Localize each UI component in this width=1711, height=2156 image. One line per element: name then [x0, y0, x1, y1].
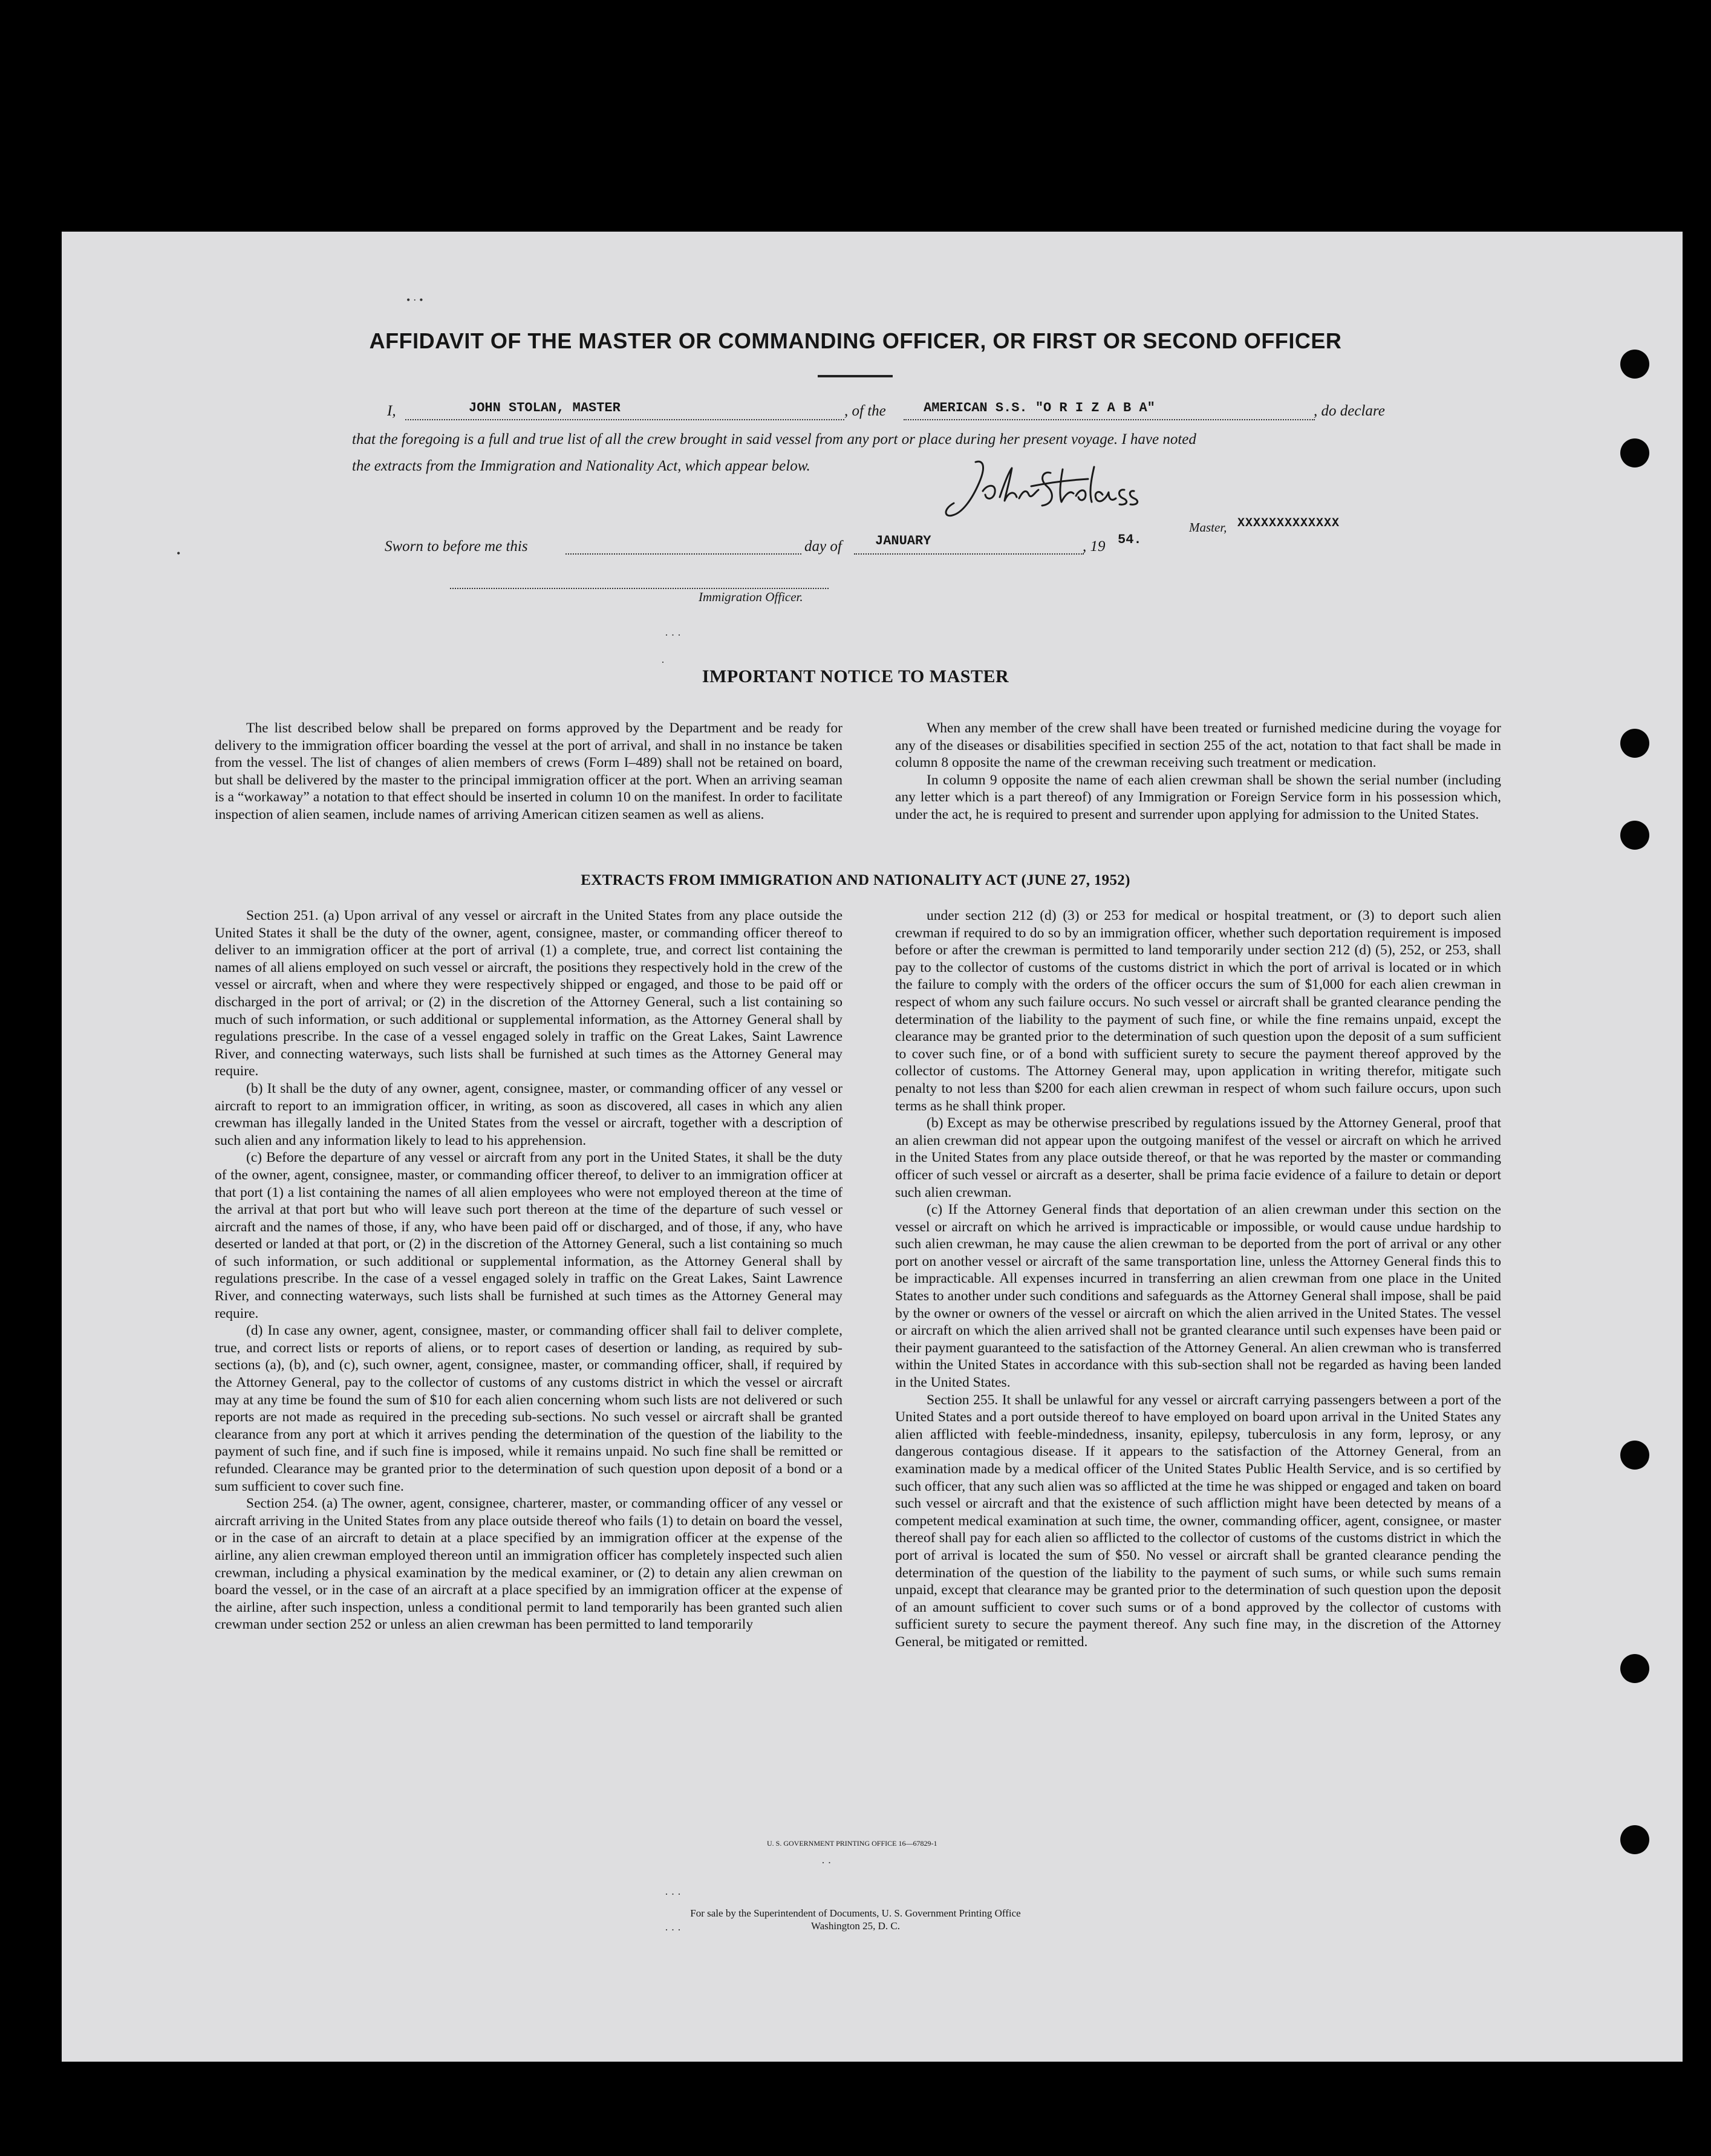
- month-field-line: [854, 553, 1084, 555]
- immigration-officer-label: Immigration Officer.: [699, 590, 803, 604]
- sworn-day-line: [565, 553, 801, 555]
- name-field-line: [405, 419, 844, 420]
- punch-hole-icon: [1620, 729, 1649, 758]
- notice-right-column: [895, 720, 1501, 824]
- declaration-line-2: that the foregoing is a full and true list of all the crew brought in said vessel from any port or place during her present voyage. I have noted: [352, 431, 1196, 448]
- month-field: JANUARY: [875, 533, 931, 549]
- speck: · ·: [821, 1857, 832, 1869]
- speck: • · •: [406, 294, 423, 306]
- punch-hole-icon: [1620, 1441, 1649, 1470]
- paragraph: Section 254. (a) The owner, agent, consignee, charterer, master, or commanding officer of any vessel or aircraft arriving in the United States from any place outside thereof who fails (1) to detain on board the vessel, or in the case of an aircraft to detain at a place specified by an immigration officer at the expense of the airline, any alien crewman employed thereon until an immigration officer has completely inspected such alien crewman, including a physical examination by the medical examiner, or (2) to detain any alien crewman on board the vessel, or in the case of an aircraft at a place specified by an immigration officer at the expense of the airline, after such inspection, unless a conditional permit to land temporarily has been granted such alien crewman under section 252 or unless an alien crewman has been permitted to land temporarily: [215, 1496, 842, 1633]
- sale-line-2: Washington 25, D. C.: [811, 1920, 900, 1932]
- paragraph: (d) In case any owner, agent, consignee, master, or commanding officer shall fail to deliver complete, true, and correct lists or reports of aliens, or to report cases of desertion or landing, as required by sub-sections (a), (b), and (c), such owner, agent, consignee, master, or commanding officer, shall, if required by the Attorney General, pay to the collector of customs of any customs district in which the vessel or aircraft may at any time be found the sum of $10 for each alien concerning whom such lists are not delivered or such reports are not made as required in the preceding sub-sections. No such vessel or aircraft shall be granted clearance from any port at which it arrives pending the determination of the question of the liability to the payment of such fine, and if such fine is imposed, while it remains unpaid. No such fine shall be remitted or refunded. Clearance may be granted prior to the determination of such question upon deposit of a bond or a sum sufficient to cover such fine.: [215, 1323, 842, 1494]
- paragraph: (c) If the Attorney General finds that deportation of an alien crewman under this section on the vessel or aircraft on which he arrived is impracticable or impossible, or would cause undue hardship to such alien crewman, he may cause the alien crewman to be deported from the port of arrival or any other port on another vessel or aircraft of the same transportation line, unless the Attorney General finds this to be impracticable. All expenses incurred in transferring an alien crewman from one place in the United States to another under such conditions and safeguards as the Attorney General shall impose, shall be paid by the owner or owners of the vessel or aircraft on which the alien arrived in the United States. The vessel or aircraft on which the alien arrived shall not be granted clearance until such expenses have been paid or their payment guaranteed to the satisfaction of the Attorney General. An alien crewman who is transferred within the United States in accordance with this sub-section shall not be regarded as having been landed in the United States.: [895, 1202, 1501, 1391]
- speck: •: [177, 547, 181, 559]
- title-rule: [818, 375, 893, 377]
- vessel-name-field: AMERICAN S.S. "O R I Z A B A": [924, 400, 1155, 415]
- sworn-label: Sworn to before me this: [385, 538, 528, 555]
- do-declare-label: , do declare: [1314, 403, 1385, 419]
- speck: · · ·: [665, 1924, 681, 1936]
- paragraph: Section 255. It shall be unlawful for any vessel or aircraft carrying passengers between a port of the United States and a port outside thereof to have employed on board upon arrival in the United States any alien afflicted with feeble-mindedness, insanity, epilepsy, tuberculosis in any form, leprosy, or any dangerous contagious disease. If it appears to the satisfaction of the Attorney General, from an examination made by a medical officer of the United States Public Health Service, and is so certified by such officer, that any such alien was so afflicted at the time he was shipped or engaged and taken on board such vessel or aircraft and that the existence of such affliction might have been detected by means of a competent medical examination at such time, the owner, commanding officer, agent, consignee, or master thereof shall pay for each alien so afflicted to the collector of customs of the customs district in which the port of arrival is located the sum of $50. No vessel or aircraft shall be granted clearance pending the determination of the question of the liability to the payment of such sums, or while such sums remain unpaid, except that clearance may be granted prior to the determination of such question upon the deposit of an amount sufficient to cover such sums or of a bond approved by the collector of customs with sufficient surety to secure the payment thereof. Any such fine may, in the discretion of the Attorney General, be mitigated or remitted.: [895, 1392, 1501, 1650]
- handwritten-signature: [940, 455, 1201, 527]
- speck: · · ·: [665, 1888, 681, 1900]
- paragraph: (c) Before the departure of any vessel or aircraft from any port in the United States, it shall be the duty of the owner, agent, consignee, master, or commanding officer thereof, to deliver to an immigration officer at that port (1) a list containing the names of all alien employees who were not employed thereon at the time of the arrival at that port but who will leave such port thereon at the time of the departure of such vessel or aircraft and the names of those, if any, who have been paid off or discharged, and of those, if any, who have deserted or landed at that port, or (2) in the discretion of the Attorney General, such a list containing so much of such information, or such additional or supplemental information, as the Attorney General shall by regulations prescribe. In the case of a vessel engaged solely in traffic on the Great Lakes, Saint Lawrence River, and connecting waterways, such lists shall be furnished at such times as the Attorney General may require.: [215, 1150, 842, 1321]
- paragraph: (b) It shall be the duty of any owner, agent, consignee, master, or commanding officer of any vessel or aircraft to report to an immigration officer, in writing, as soon as discovered, all cases in which any alien crewman has illegally landed in the United States from the vessel or aircraft, together with a description of such alien and any information likely to lead to his apprehension.: [215, 1080, 842, 1148]
- punch-hole-icon: [1620, 1654, 1649, 1683]
- punch-hole-icon: [1620, 438, 1649, 467]
- year-prefix: , 19: [1083, 538, 1106, 555]
- punch-hole-icon: [1620, 1825, 1649, 1854]
- master-label: Master,: [1189, 520, 1227, 535]
- speck: ·: [661, 656, 665, 668]
- declaration-prefix: I,: [387, 403, 396, 419]
- notice-title: IMPORTANT NOTICE TO MASTER: [702, 666, 1009, 686]
- master-name-field: JOHN STOLAN, MASTER: [469, 400, 621, 415]
- declaration-line-3: the extracts from the Immigration and Nationality Act, which appear below.: [352, 458, 810, 474]
- page-title: AFFIDAVIT OF THE MASTER OR COMMANDING OFFICER, OR FIRST OR SECOND OFFICER: [369, 328, 1342, 353]
- vessel-field-line: [904, 419, 1315, 420]
- speck: · · ·: [665, 629, 681, 641]
- of-the-label: , of the: [844, 403, 886, 419]
- day-of-label: day of: [804, 538, 842, 555]
- paragraph: Section 251. (a) Upon arrival of any vessel or aircraft in the United States from any place outside the United States it shall be the duty of the owner, agent, consignee, master, or commanding officer thereof to deliver to an immigration officer at the port of arrival (1) a complete, true, and correct list containing the names of all aliens employed on such vessel or aircraft, the positions they respectively hold in the crew of the vessel or aircraft, when and where they were respectively shipped or engaged, and those to be paid off or discharged in the port of arrival; or (2) in the discretion of the Attorney General, such a list containing so much of such information, or such additional or supplemental information, as the Attorney General shall by regulations prescribe. In the case of a vessel engaged solely in traffic on the Great Lakes, Saint Lawrence River, and connecting waterways, such lists shall be furnished at such times as the Attorney General may require.: [215, 908, 842, 1080]
- paragraph: When any member of the crew shall have been treated or furnished medicine during the voyage for any of the diseases or disabilities specified in section 255 of the act, notation to that fact shall be made in column 8 opposite the name of the crewman receiving such treatment or medication.: [895, 720, 1501, 771]
- notice-left-column: [215, 720, 842, 824]
- extracts-title: EXTRACTS FROM IMMIGRATION AND NATIONALITY ACT (JUNE 27, 1952): [581, 872, 1130, 888]
- extracts-right-column: [895, 907, 1501, 1651]
- paragraph: under section 212 (d) (3) or 253 for medical or hospital treatment, or (3) to deport such alien crewman if required to do so by an immigration officer, whether such deportation requirement is imposed before or after the crewman is permitted to land temporarily under section 212 (d) (5), 252, or 253, shall pay to the collector of customs of the customs district in which the port of arrival is located or in which the failure to comply with the orders of the officer occurs the sum of $1,000 for each alien crewman in respect of whom any such failure occurs. No such vessel or aircraft shall be granted clearance pending the determination of the liability to the payment of such fine, or while the fine remains unpaid, except the clearance may be granted prior to the determination of such question upon the deposit of a sum sufficient to cover such fine, or of a bond with sufficient surety to secure the payment thereof approved by the collector of customs. The Attorney General may, upon application in writing therefor, mitigate such penalty to not less than $200 for each alien crewman in respect of whom such failure occurs, upon such terms as he shall think proper.: [895, 908, 1501, 1114]
- extracts-left-column: [215, 907, 842, 1633]
- officer-signature-line: [450, 588, 829, 589]
- gpo-code: U. S. GOVERNMENT PRINTING OFFICE 16—67829-1: [767, 1839, 937, 1848]
- paragraph: The list described below shall be prepared on forms approved by the Department and be ready for delivery to the immigration officer boarding the vessel at the port of arrival, and shall in no instance be taken from the vessel. The list of changes of alien members of crews (Form I–489) shall not be retained on board, but shall be delivered by the master to the principal immigration officer at the port. When an arriving seaman is a “workaway” a notation to that effect should be inserted in column 10 on the manifest. In order to facilitate inspection of alien seamen, include names of arriving American citizen seamen as well as aliens.: [215, 720, 842, 822]
- punch-hole-icon: [1620, 350, 1649, 379]
- sale-line-1: For sale by the Superintendent of Documents, U. S. Government Printing Office: [690, 1907, 1021, 1919]
- year-field: 54.: [1118, 532, 1142, 547]
- paragraph: (b) Except as may be otherwise prescribed by regulations issued by the Attorney General, proof that an alien crewman did not appear upon the outgoing manifest of the vessel or aircraft on which he arrived in the United States from any place outside thereof, or that he was reported by the master or commanding officer of such vessel or aircraft as a deserter, shall be prima facie evidence of a failure to detain or deport such alien crewman.: [895, 1115, 1501, 1200]
- struck-title-text: XXXXXXXXXXXXX: [1237, 516, 1340, 530]
- paragraph: In column 9 opposite the name of each alien crewman shall be shown the serial number (including any letter which is a part thereof) of any Immigration or Foreign Service form in his possession which, under the act, he is required to present and surrender upon applying for admission to the United States.: [895, 772, 1501, 822]
- punch-hole-icon: [1620, 821, 1649, 850]
